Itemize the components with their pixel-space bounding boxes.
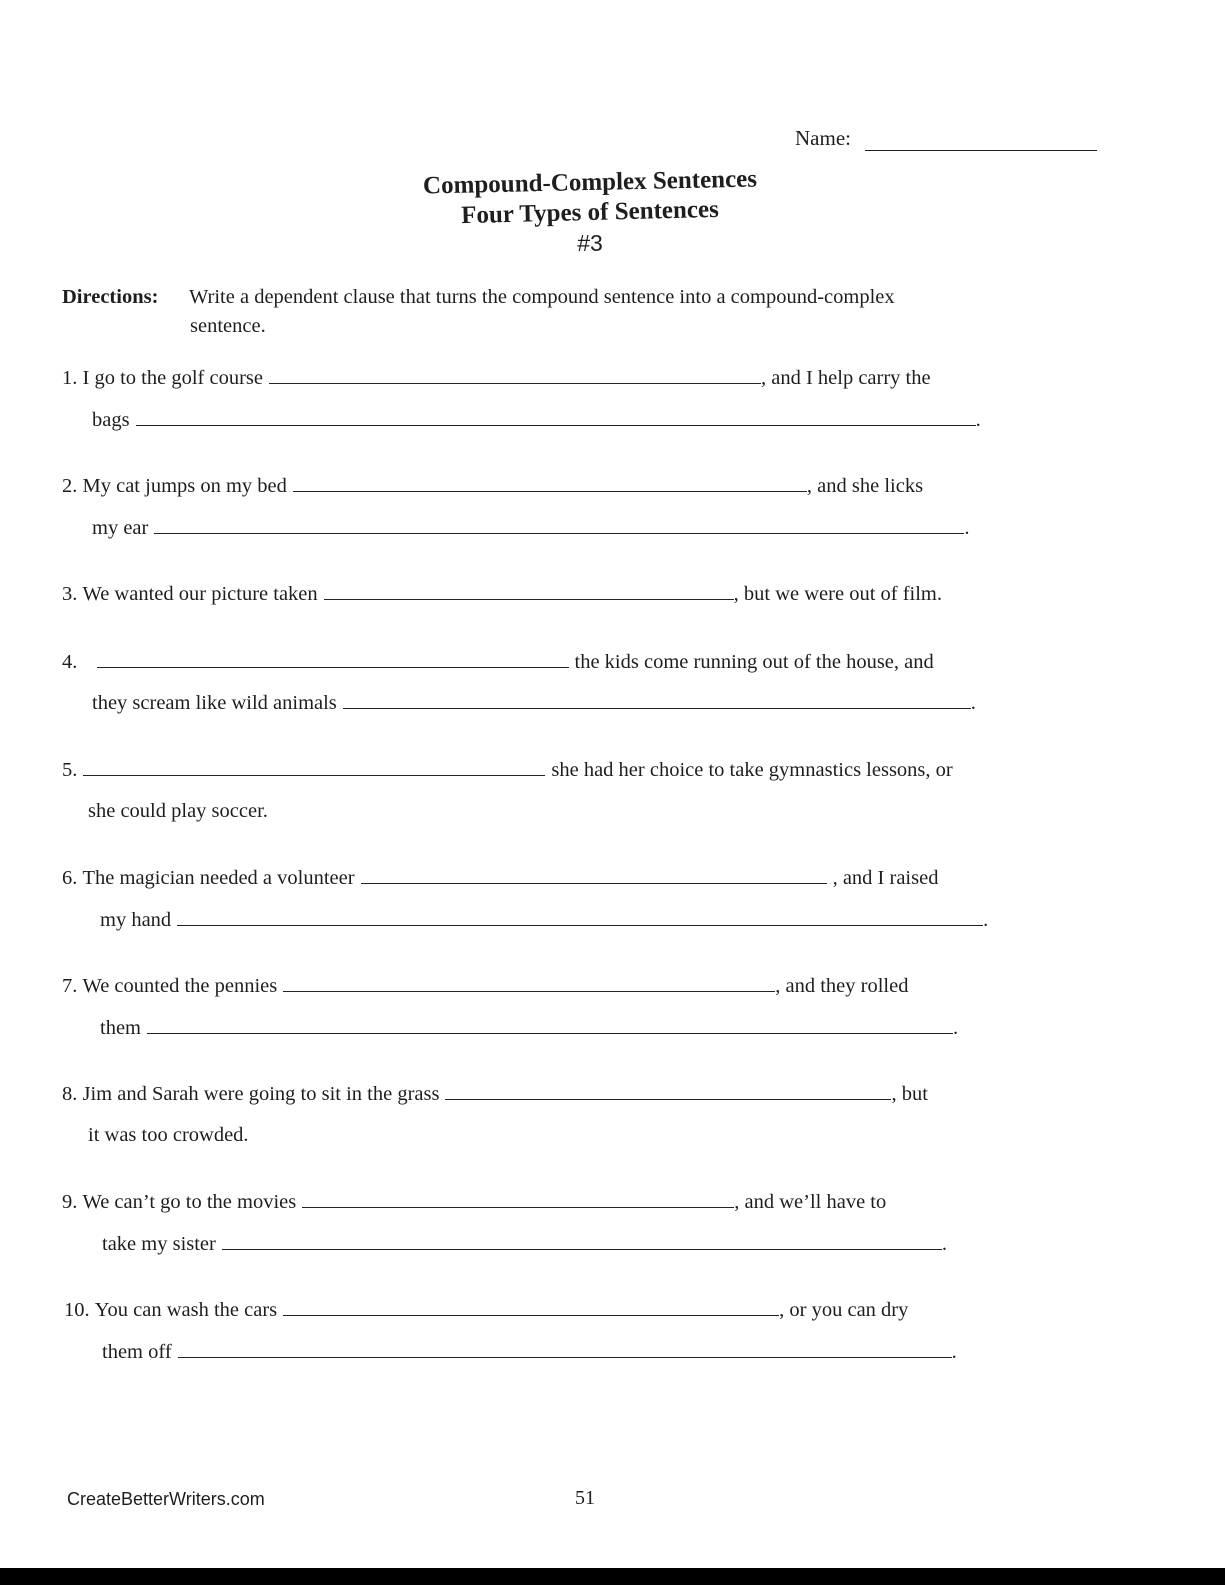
item-text: , but we were out of film. (733, 583, 943, 605)
list-item (62, 974, 908, 1000)
item-number: 3. (62, 583, 78, 605)
page-subtitle: Four Types of Sentences (460, 195, 720, 230)
item-text: my hand (100, 909, 172, 931)
list-item-continuation (88, 800, 268, 826)
item-number: 10. (64, 1299, 90, 1321)
item-text: We counted the pennies (82, 975, 278, 997)
item-text: my ear (92, 517, 149, 539)
answer-blank[interactable] (302, 1190, 734, 1208)
item-text: The magician needed a volunteer (82, 867, 355, 889)
answer-blank[interactable] (293, 474, 807, 492)
item-number: 9. (62, 1191, 78, 1213)
item-text: she had her choice to take gymnastics lessons, or (551, 759, 953, 781)
item-text: it was too crowded. (88, 1124, 249, 1146)
item-text: . (983, 909, 989, 931)
item-text: We wanted our picture taken (82, 583, 318, 605)
answer-blank[interactable] (222, 1232, 942, 1250)
directions-text-line1: Write a dependent clause that turns the compound sentence into a compound-complex (189, 286, 895, 308)
item-text: , and we’ll have to (734, 1191, 887, 1213)
title-block (395, 165, 785, 258)
list-item-continuation (102, 1232, 947, 1258)
answer-blank[interactable] (177, 908, 983, 926)
list-item (62, 366, 931, 392)
item-text: . (953, 1017, 959, 1039)
item-text: them (100, 1017, 141, 1039)
directions (62, 283, 1022, 337)
answer-blank[interactable] (283, 1298, 779, 1316)
item-text: , and I raised (832, 867, 939, 889)
list-item-continuation (88, 1124, 249, 1150)
answer-blank[interactable] (154, 516, 964, 534)
item-text: bags (92, 409, 130, 431)
item-text: Jim and Sarah were going to sit in the grass (82, 1083, 440, 1105)
item-text: the kids come running out of the house, and (574, 651, 934, 673)
list-item-continuation (92, 691, 976, 717)
item-text: take my sister (102, 1233, 216, 1255)
item-number: 6. (62, 867, 78, 889)
footer-website: CreateBetterWriters.com (67, 1489, 265, 1509)
list-item (62, 582, 942, 608)
list-item-continuation (100, 908, 988, 934)
item-text: . (941, 1233, 947, 1255)
item-text: they scream like wild animals (92, 692, 337, 714)
item-text: them off (102, 1341, 172, 1363)
item-text: My cat jumps on my bed (82, 475, 287, 497)
answer-blank[interactable] (97, 650, 569, 668)
answer-blank[interactable] (324, 582, 734, 600)
item-number: 5. (62, 759, 78, 781)
page-number: 51 (575, 1487, 595, 1509)
item-number: 4. (62, 651, 78, 673)
item-text: . (975, 409, 981, 431)
list-item (62, 650, 934, 676)
list-item-continuation (92, 516, 969, 542)
page-title: Compound-Complex Sentences (422, 165, 758, 200)
directions-label: Directions: (62, 286, 159, 308)
item-text: . (970, 692, 976, 714)
answer-blank[interactable] (136, 408, 976, 426)
answer-blank[interactable] (445, 1082, 891, 1100)
item-text: You can wash the cars (94, 1299, 278, 1321)
answer-blank[interactable] (83, 758, 545, 776)
answer-blank[interactable] (178, 1340, 952, 1358)
item-text: I go to the golf course (82, 367, 263, 389)
item-text: . (951, 1341, 957, 1363)
answer-blank[interactable] (147, 1016, 953, 1034)
item-text: she could play soccer. (88, 800, 268, 822)
item-number: 8. (62, 1083, 78, 1105)
answer-blank[interactable] (361, 866, 827, 884)
name-blank[interactable] (865, 150, 1097, 151)
list-item (62, 866, 938, 892)
list-item-continuation (100, 1016, 958, 1042)
scan-edge (0, 1568, 1225, 1585)
list-item (62, 474, 923, 500)
name-label: Name: (795, 126, 851, 150)
list-item-continuation (92, 408, 981, 434)
answer-blank[interactable] (283, 974, 775, 992)
item-text: , but (891, 1083, 928, 1105)
worksheet-number: #3 (577, 230, 603, 256)
item-text: , and they rolled (775, 975, 909, 997)
item-text: . (964, 517, 970, 539)
item-number: 2. (62, 475, 78, 497)
list-item-continuation (102, 1340, 957, 1366)
list-item (62, 1190, 886, 1216)
item-text: We can’t go to the movies (82, 1191, 297, 1213)
list-item (64, 1298, 908, 1324)
item-number: 7. (62, 975, 78, 997)
list-item (62, 1082, 928, 1108)
item-text: , and I help carry the (760, 367, 931, 389)
answer-blank[interactable] (343, 691, 971, 709)
answer-blank[interactable] (269, 366, 761, 384)
directions-text-line2: sentence. (190, 315, 266, 337)
list-item (62, 758, 953, 784)
item-text: , and she licks (806, 475, 924, 497)
item-number: 1. (62, 367, 78, 389)
item-text: , or you can dry (779, 1299, 909, 1321)
